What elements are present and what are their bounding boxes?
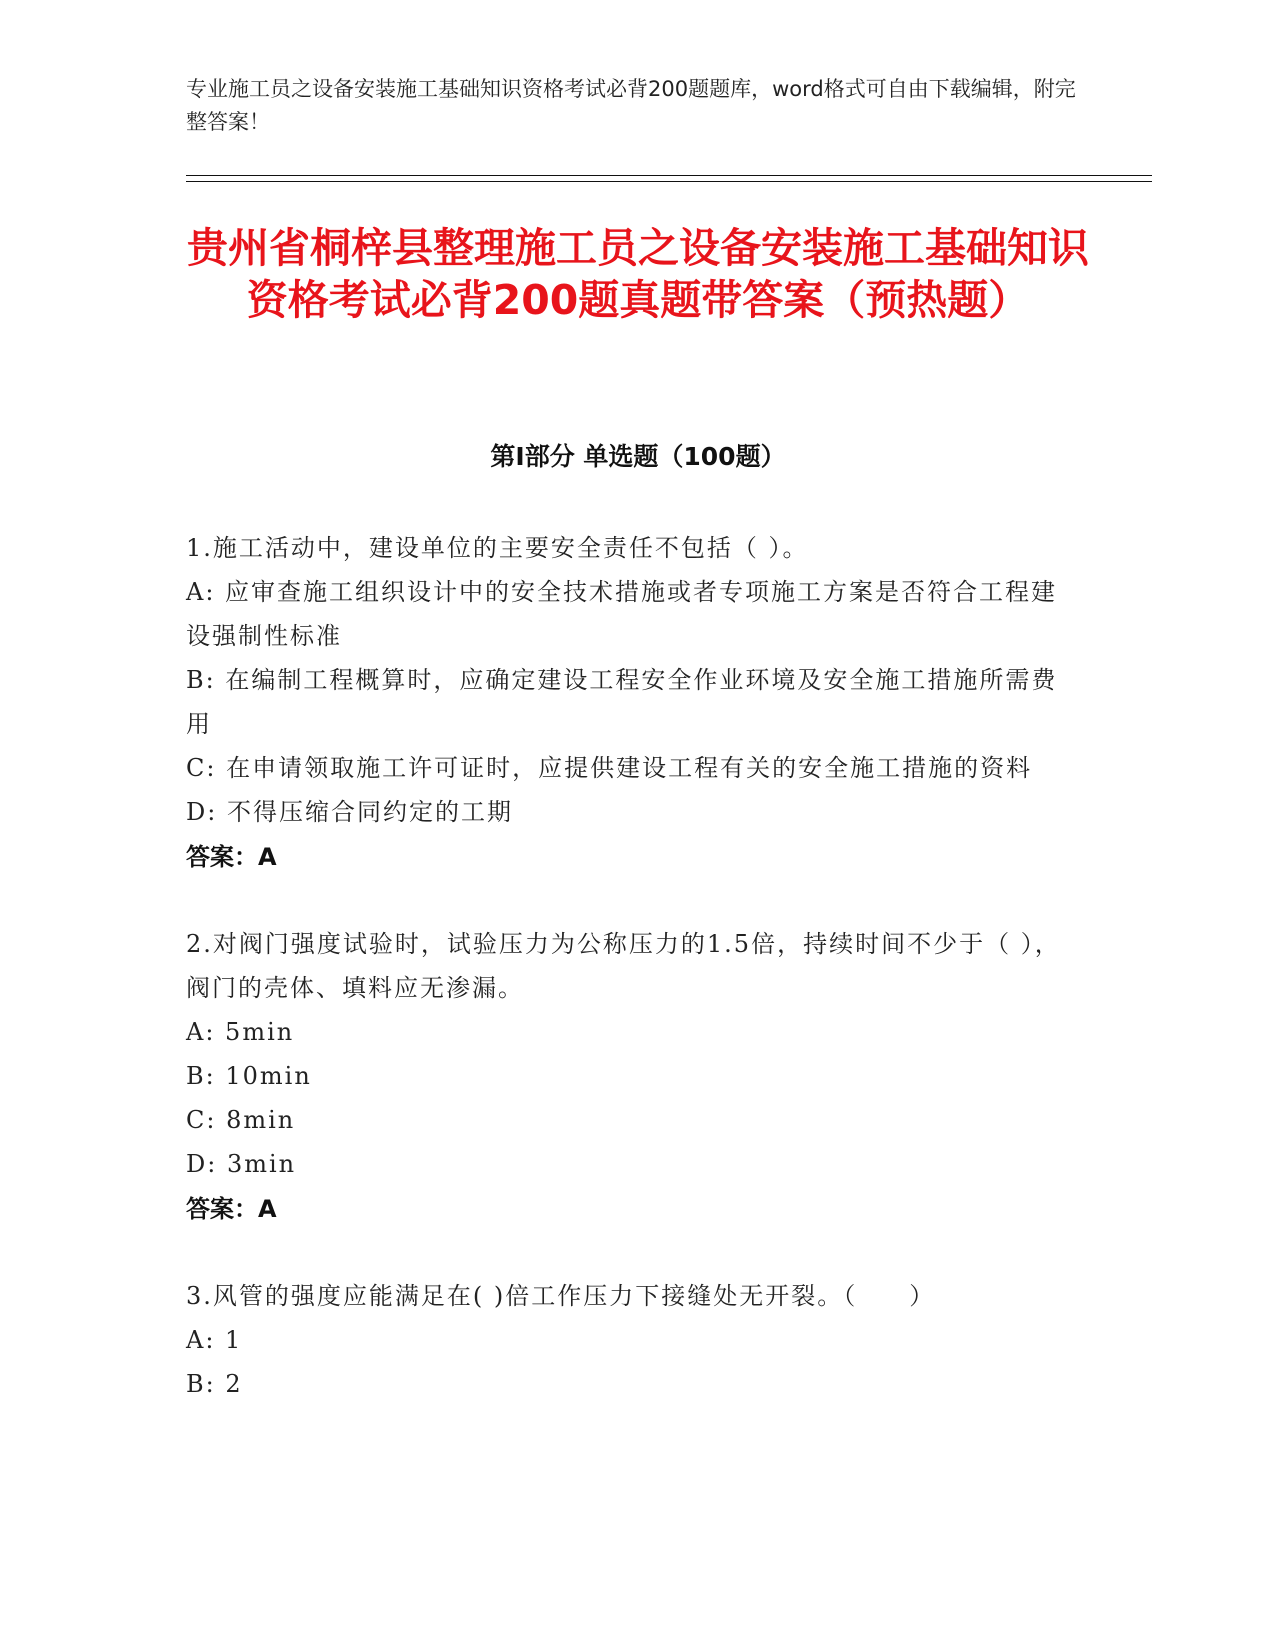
question-3 (186, 1274, 1066, 1406)
answer: 答案：A (186, 843, 277, 871)
question-2 (186, 922, 1066, 1232)
question-list (186, 526, 1066, 1448)
question-1 (186, 526, 1066, 880)
question-stem: 2.对阀门强度试验时，试验压力为公称压力的1.5倍，持续时间不少于（ ），阀门的壳体、填料应无渗漏。 (186, 930, 1061, 1002)
option-a: A: 5min (186, 1018, 295, 1046)
header-rule-bottom (186, 181, 1152, 182)
answer: 答案：A (186, 1195, 277, 1223)
option-b: B: 10min (186, 1062, 312, 1090)
option-b: B: 2 (186, 1370, 243, 1398)
option-a: A: 应审查施工组织设计中的安全技术措施或者专项施工方案是否符合工程建设强制性标准 (186, 578, 1058, 650)
document-title: 贵州省桐梓县整理施工员之设备安装施工基础知识资格考试必背200题真题带答案（预热题） (187, 224, 1089, 324)
header-rule-top (186, 175, 1152, 176)
option-c: C: 8min (186, 1106, 296, 1134)
option-b: B: 在编制工程概算时，应确定建设工程安全作业环境及安全施工措施所需费用 (186, 666, 1058, 738)
option-a: A: 1 (186, 1326, 243, 1354)
header-note: 专业施工员之设备安装施工基础知识资格考试必背200题题库，word格式可自由下载编辑，附完整答案！ (186, 77, 1076, 134)
option-c: C: 在申请领取施工许可证时，应提供建设工程有关的安全施工措施的资料 (186, 754, 1033, 782)
question-stem: 1.施工活动中，建设单位的主要安全责任不包括（ ）。 (186, 534, 809, 562)
option-d: D: 不得压缩合同约定的工期 (186, 798, 513, 826)
question-stem: 3.风管的强度应能满足在( )倍工作压力下接缝处无开裂。（ ） (186, 1282, 936, 1310)
section-title: 第Ⅰ部分 单选题（100题） (490, 442, 786, 471)
option-d: D: 3min (186, 1150, 297, 1178)
